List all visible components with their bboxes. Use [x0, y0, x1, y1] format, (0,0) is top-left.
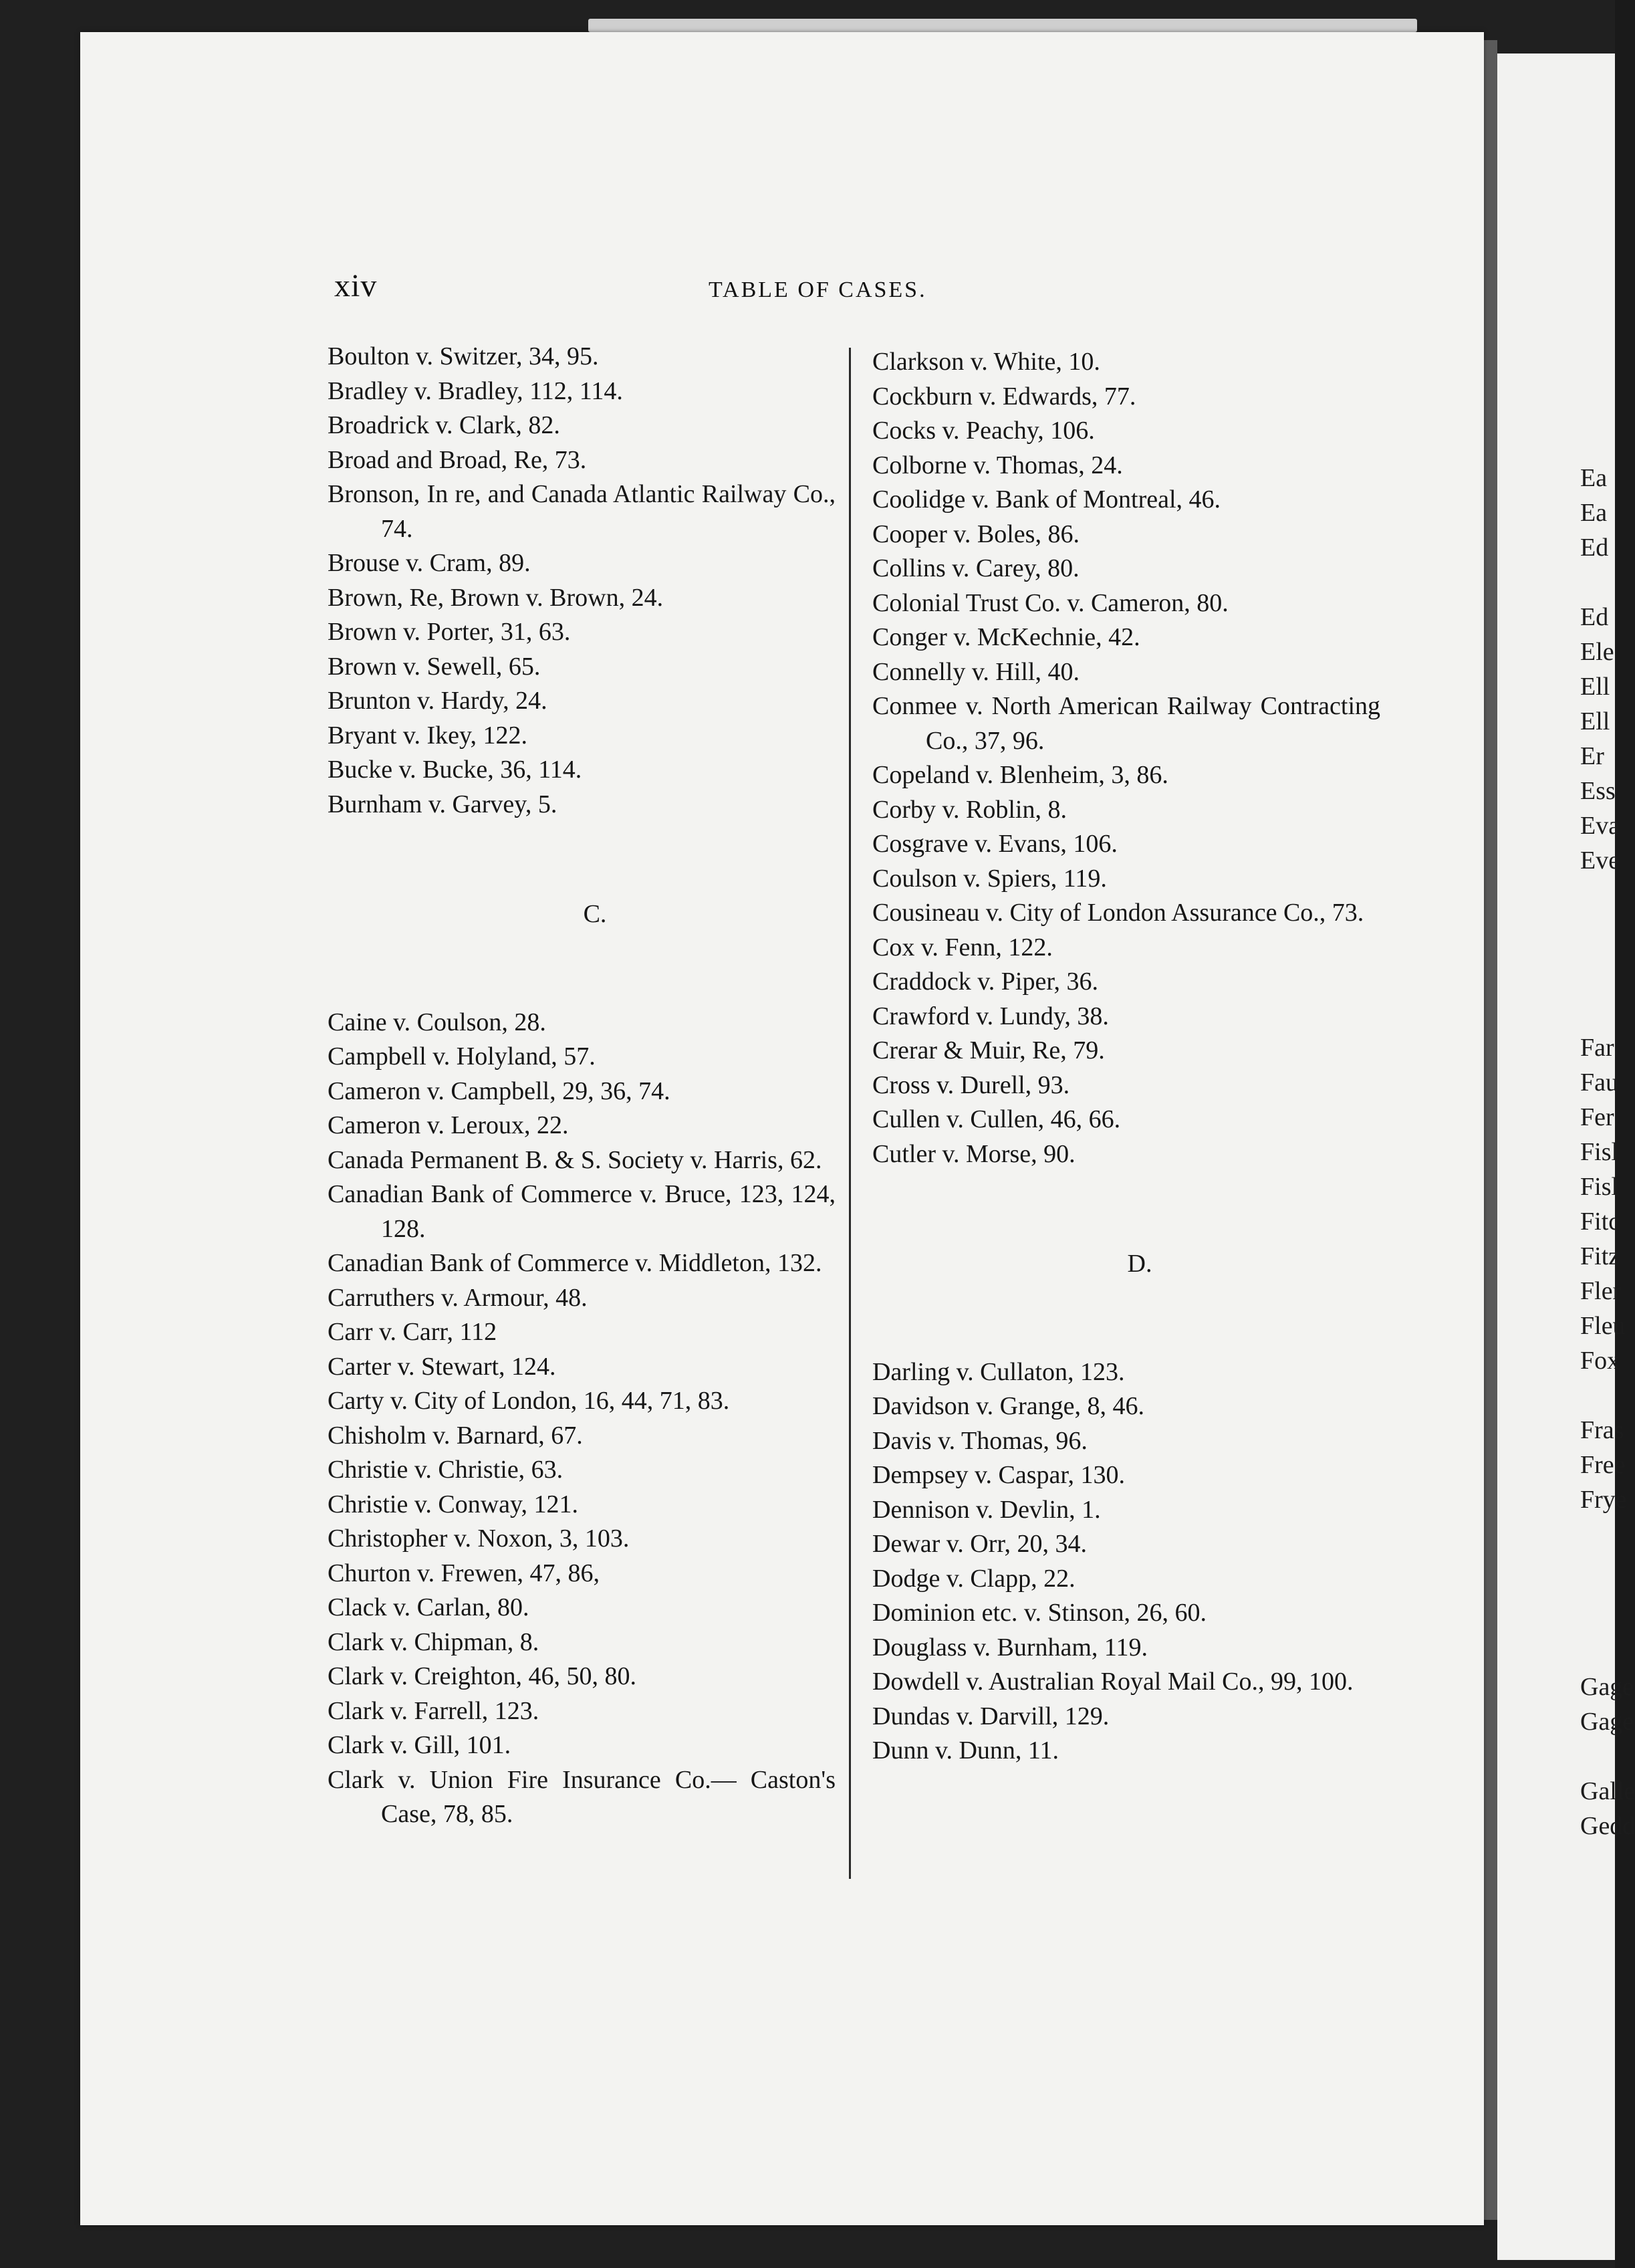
- case-entry: Brunton v. Hardy, 24.: [328, 687, 547, 715]
- case-entry: Cullen v. Cullen, 46, 66.: [872, 1105, 1121, 1133]
- case-entry: Carty v. City of London, 16, 44, 71, 83.: [328, 1387, 730, 1415]
- fragment-line: Er: [1580, 742, 1604, 770]
- case-entry: Connelly v. Hill, 40.: [872, 657, 1080, 686]
- case-entry: Canadian Bank of Commerce v. Bruce, 123, 124, 128.: [328, 1180, 836, 1243]
- case-entry: Cockburn v. Edwards, 77.: [872, 382, 1136, 411]
- fragment-line: Gage: [1580, 1708, 1634, 1736]
- fragment-line: Far: [1580, 1034, 1614, 1062]
- case-entry: Darling v. Cullaton, 123.: [872, 1357, 1125, 1386]
- fragment-line: Fisl: [1580, 1173, 1619, 1201]
- fragment-line: Fler: [1580, 1277, 1622, 1305]
- left-column: [328, 340, 836, 1832]
- case-entry: Collins v. Carey, 80.: [872, 554, 1080, 582]
- case-entry: Carruthers v. Armour, 48.: [328, 1283, 588, 1312]
- right-column: [872, 345, 1380, 1769]
- fragment-line: Gedd: [1580, 1812, 1635, 1840]
- case-entry: Cocks v. Peachy, 106.: [872, 417, 1095, 445]
- case-entry: Brouse v. Cram, 89.: [328, 549, 531, 577]
- fragment-line: Ea: [1580, 499, 1608, 527]
- case-entry: Bucke v. Bucke, 36, 114.: [328, 756, 582, 784]
- case-entry: Cosgrave v. Evans, 106.: [872, 830, 1118, 858]
- case-entry: Cameron v. Leroux, 22.: [328, 1111, 569, 1139]
- case-entry: Cooper v. Boles, 86.: [872, 520, 1080, 548]
- case-entry: Christie v. Christie, 63.: [328, 1456, 563, 1484]
- case-entry: Dunn v. Dunn, 11.: [872, 1736, 1059, 1765]
- adjacent-page: [1497, 53, 1635, 2260]
- case-entry: Colonial Trust Co. v. Cameron, 80.: [872, 588, 1229, 617]
- case-entry: Cox v. Fenn, 122.: [872, 933, 1053, 961]
- fragment-line: Fisl: [1580, 1138, 1619, 1166]
- case-entry: Churton v. Frewen, 47, 86,: [328, 1559, 600, 1587]
- case-entry: Broadrick v. Clark, 82.: [328, 411, 560, 439]
- fragment-line: Ell: [1580, 673, 1610, 701]
- case-entry: Dodge v. Clapp, 22.: [872, 1564, 1076, 1593]
- case-entry: Brown, Re, Brown v. Brown, 24.: [328, 583, 664, 612]
- fragment-line: Ed: [1580, 534, 1609, 562]
- case-entry: Clark v. Farrell, 123.: [328, 1696, 539, 1725]
- case-entry: Coulson v. Spiers, 119.: [872, 864, 1107, 893]
- running-head: TABLE OF CASES.: [709, 277, 927, 302]
- case-entry: Colborne v. Thomas, 24.: [872, 451, 1123, 479]
- case-entry: Cross v. Durell, 93.: [872, 1070, 1070, 1099]
- case-entry: Dominion etc. v. Stinson, 26, 60.: [872, 1599, 1207, 1627]
- case-entry: Christie v. Conway, 121.: [328, 1490, 579, 1518]
- case-entry: Christopher v. Noxon, 3, 103.: [328, 1524, 630, 1553]
- case-entry: Conger v. McKechnie, 42.: [872, 623, 1140, 651]
- fragment-line: Ele: [1580, 638, 1614, 666]
- fragment-line: Gage: [1580, 1673, 1634, 1701]
- case-entry: Davidson v. Grange, 8, 46.: [872, 1392, 1145, 1420]
- section-heading-c: C.: [583, 900, 607, 928]
- case-entry: Crerar & Muir, Re, 79.: [872, 1036, 1105, 1064]
- case-entry: Boulton v. Switzer, 34, 95.: [328, 342, 599, 370]
- case-entry: Corby v. Roblin, 8.: [872, 795, 1067, 824]
- case-entry: Cameron v. Campbell, 29, 36, 74.: [328, 1076, 670, 1105]
- case-entry: Craddock v. Piper, 36.: [872, 968, 1098, 996]
- case-entry: Broad and Broad, Re, 73.: [328, 445, 587, 474]
- case-entry: Dennison v. Devlin, 1.: [872, 1495, 1101, 1524]
- case-entry: Clark v. Union Fire Insurance Co.— Caston's Case, 78, 85.: [328, 1765, 836, 1828]
- case-entry: Dundas v. Darvill, 129.: [872, 1702, 1110, 1730]
- case-entry: Davis v. Thomas, 96.: [872, 1426, 1088, 1455]
- fragment-line: Fer: [1580, 1103, 1614, 1131]
- fragment-line: Ea: [1580, 464, 1608, 492]
- fragment-line: Ell: [1580, 707, 1610, 735]
- fragment-line: Fau: [1580, 1068, 1618, 1097]
- case-entry: Clark v. Gill, 101.: [328, 1731, 511, 1759]
- fragment-line: Fitz: [1580, 1242, 1620, 1270]
- case-entry: Bronson, In re, and Canada Atlantic Railway Co., 74.: [328, 480, 836, 543]
- case-entry: Dempsey v. Caspar, 130.: [872, 1461, 1126, 1489]
- case-entry: Douglass v. Burnham, 119.: [872, 1633, 1148, 1662]
- case-entry: Bryant v. Ikey, 122.: [328, 721, 528, 750]
- case-entry: Bradley v. Bradley, 112, 114.: [328, 376, 623, 405]
- case-entry: Caine v. Coulson, 28.: [328, 1008, 546, 1036]
- fragment-line: Ed: [1580, 603, 1609, 631]
- case-entry: Burnham v. Garvey, 5.: [328, 790, 557, 818]
- case-entry: Chisholm v. Barnard, 67.: [328, 1421, 583, 1450]
- case-entry: Clack v. Carlan, 80.: [328, 1593, 529, 1621]
- fragment-line: Galle: [1580, 1777, 1635, 1805]
- case-entry: Dewar v. Orr, 20, 34.: [872, 1530, 1088, 1558]
- case-entry: Dowdell v. Australian Royal Mail Co., 99, 100.: [872, 1668, 1354, 1696]
- fragment-line: Fleu: [1580, 1312, 1626, 1340]
- section-heading-d: D.: [1127, 1250, 1152, 1278]
- case-entry: Coolidge v. Bank of Montreal, 46.: [872, 485, 1221, 514]
- fragment-line: Frye: [1580, 1486, 1627, 1514]
- page-number: xiv: [334, 268, 378, 304]
- fragment-line: Free: [1580, 1451, 1626, 1479]
- case-entry: Copeland v. Blenheim, 3, 86.: [872, 761, 1168, 789]
- case-entry: Cousineau v. City of London Assurance Co., 73.: [872, 899, 1364, 927]
- case-entry: Canada Permanent B. & S. Society v. Harris, 62.: [328, 1145, 822, 1174]
- fragment-line: Eve: [1580, 846, 1620, 875]
- case-entry: Clark v. Chipman, 8.: [328, 1627, 539, 1656]
- fragment-line: Ess: [1580, 777, 1616, 805]
- case-entry: Carter v. Stewart, 124.: [328, 1352, 556, 1381]
- case-entry: Clark v. Creighton, 46, 50, 80.: [328, 1662, 636, 1690]
- fragment-line: Fras: [1580, 1416, 1624, 1444]
- case-entry: Carr v. Carr, 112: [328, 1318, 497, 1346]
- fragment-line: Eva: [1580, 812, 1620, 840]
- case-entry: Canadian Bank of Commerce v. Middleton, 132.: [328, 1249, 822, 1277]
- binding-strip: [588, 19, 1417, 32]
- case-entry: Clarkson v. White, 10.: [872, 348, 1100, 376]
- case-entry: Conmee v. North American Railway Contracting Co., 37, 96.: [872, 692, 1380, 755]
- column-divider: [849, 348, 851, 1879]
- case-entry: Campbell v. Holyland, 57.: [328, 1042, 596, 1070]
- case-entry: Cutler v. Morse, 90.: [872, 1139, 1076, 1168]
- case-entry: Crawford v. Lundy, 38.: [872, 1002, 1109, 1030]
- case-entry: Brown v. Sewell, 65.: [328, 652, 541, 681]
- fragment-line: Fox: [1580, 1347, 1620, 1375]
- case-entry: Brown v. Porter, 31, 63.: [328, 618, 571, 646]
- fragment-line: Fitc: [1580, 1208, 1620, 1236]
